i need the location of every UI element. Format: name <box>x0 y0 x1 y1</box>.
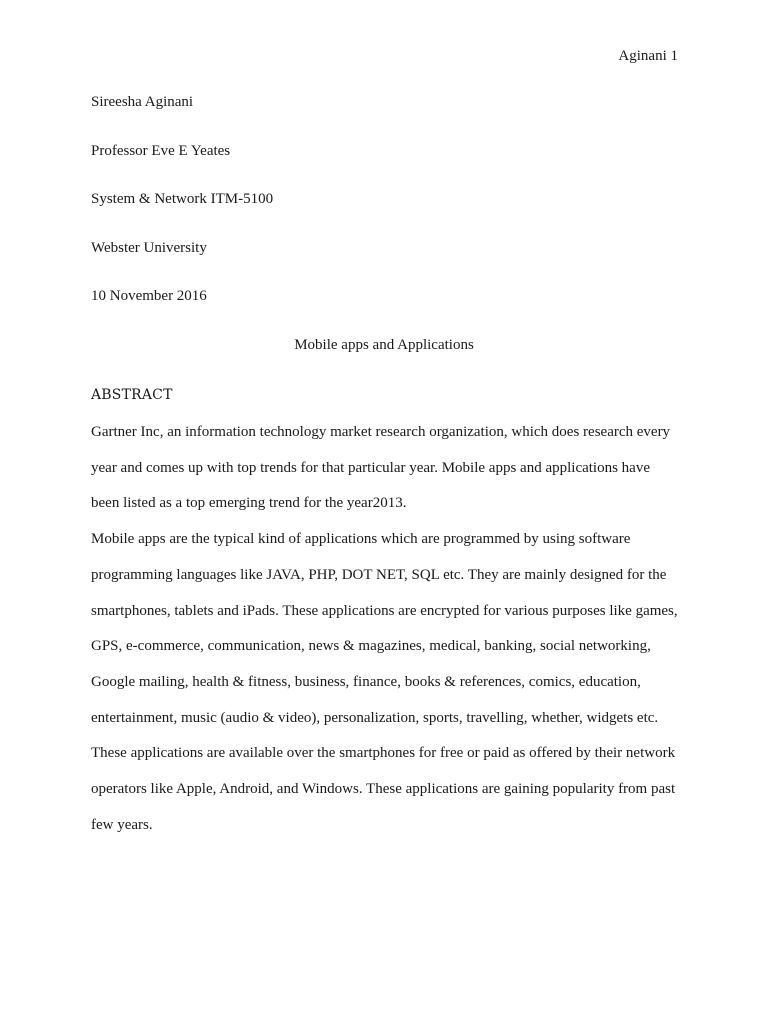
running-head: Aginani 1 <box>618 48 678 64</box>
university-name: Webster University <box>91 240 207 256</box>
abstract-heading: ABSTRACT <box>91 387 173 403</box>
document-title: Mobile apps and Applications <box>294 337 474 353</box>
document-date: 10 November 2016 <box>91 288 207 304</box>
course-name: System & Network ITM-5100 <box>91 191 274 207</box>
paragraph-1: Gartner Inc, an information technology market research organization, which does research every year and comes up with top trends for that particular year. Mobile apps and applications have been listed as a top emerging trend for the year2013. <box>91 424 671 512</box>
paragraph-2: Mobile apps are the typical kind of applications which are programmed by using software programming languages like JAVA, PHP, DOT NET, SQL etc. They are mainly designed for the smartphones, tablets and iPads. These applications are encrypted for various purposes like games, GPS, e-commerce, communication, news & magazines, medical, banking, social networking, Google mailing, health & fitness, business, finance, books & references, comics, education, entertainment, music (audio & video), personalization, sports, travelling, whether, widgets etc. These applications are available over the smartphones for free or paid as offered by their network operators like Apple, Android, and Windows. These applications are gaining popularity from past few years. <box>91 531 678 833</box>
professor-name: Professor Eve E Yeates <box>91 143 231 159</box>
student-name: Sireesha Aginani <box>91 94 194 110</box>
abstract-body <box>91 415 681 843</box>
